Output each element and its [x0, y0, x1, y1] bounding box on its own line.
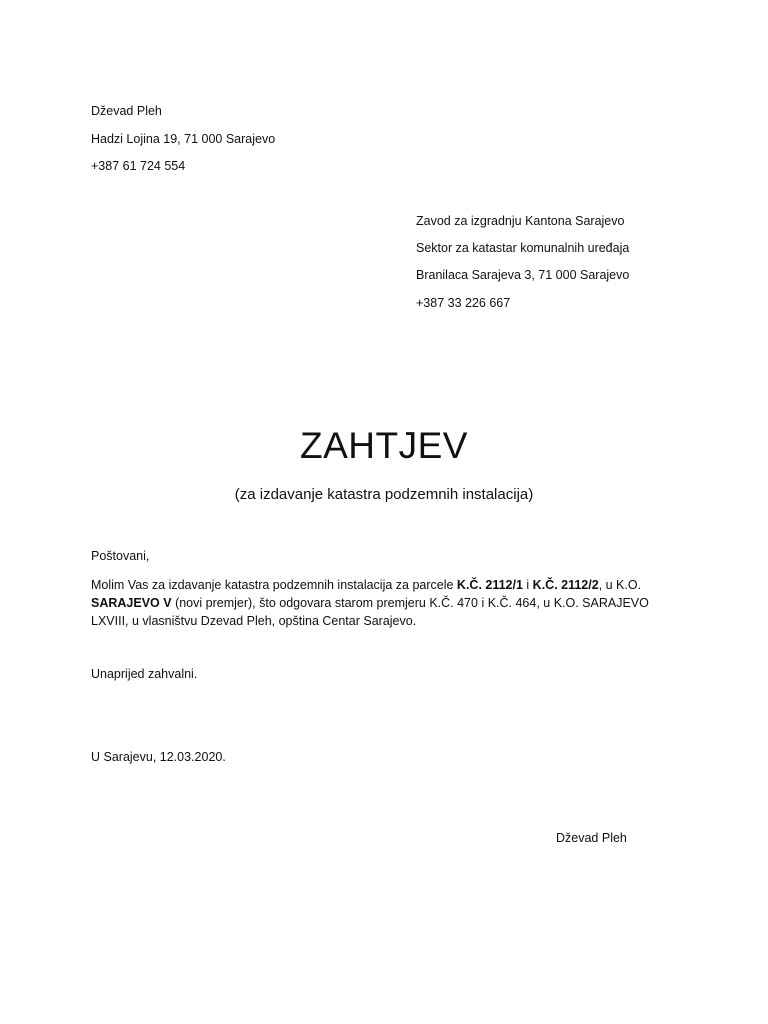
parcel-2: K.Č. 2112/2 [532, 578, 599, 592]
parcel-1: K.Č. 2112/1 [456, 578, 523, 592]
document-title: ZAHTJEV [300, 425, 468, 466]
sender-name: Dževad Pleh [91, 104, 162, 118]
request-paragraph [91, 576, 671, 630]
sender-phone: +387 61 724 554 [91, 159, 186, 173]
document-subtitle: (za izdavanje katastra podzemnih instalacija) [234, 486, 534, 503]
cadastral-municipality: SARAJEVO V [91, 596, 172, 610]
signature-name: Dževad Pleh [556, 831, 627, 845]
sender-address: Hadzi Lojina 19, 71 000 Sarajevo [91, 132, 276, 146]
recipient-department: Sektor za katastar komunalnih uređaja [416, 241, 630, 255]
request-text-3: , u K.O. [598, 578, 642, 592]
request-text-2: i [522, 578, 533, 592]
recipient-address: Branilaca Sarajeva 3, 71 000 Sarajevo [416, 268, 630, 282]
request-text-4: (novi premjer), što odgovara starom premjeru K.Č. 470 i K.Č. 464, u K.O. SARAJEVO LXVIII, u vlasništvu Dzevad Pleh, opština Centar Sarajevo. [91, 596, 649, 628]
request-text-1: Molim Vas za izdavanje katastra podzemnih instalacija za parcele [91, 578, 457, 592]
place-date: U Sarajevu, 12.03.2020. [91, 750, 226, 764]
closing: Unaprijed zahvalni. [91, 667, 198, 681]
recipient-institution: Zavod za izgradnju Kantona Sarajevo [416, 214, 625, 228]
greeting: Poštovani, [91, 549, 150, 563]
recipient-phone: +387 33 226 667 [416, 296, 511, 310]
